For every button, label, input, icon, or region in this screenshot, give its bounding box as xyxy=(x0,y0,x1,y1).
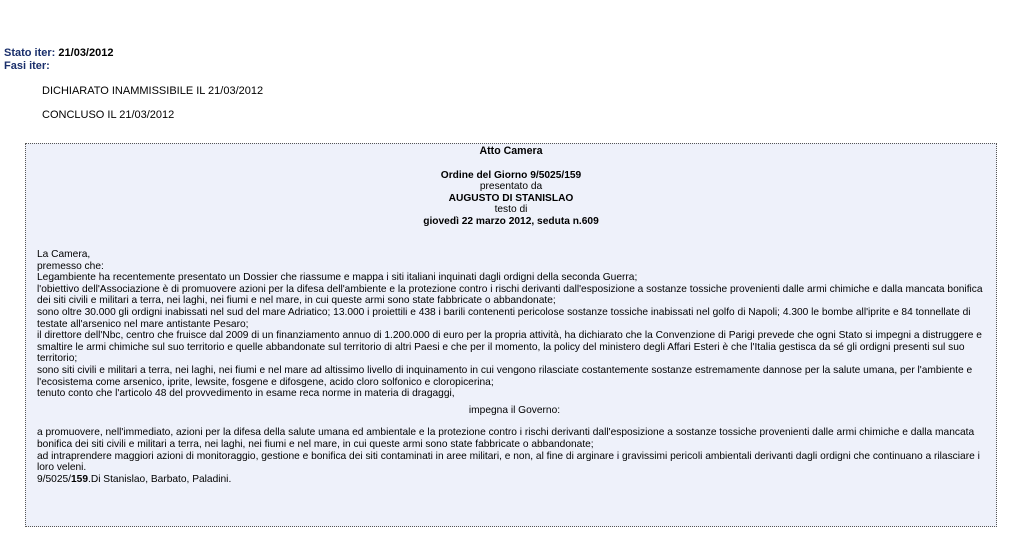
premessa-paragraph: sono oltre 30.000 gli ordigni inabissati nel sud del mare Adriatico; 13.000 i proiettili e 438 i barili contenenti pericolose sostanze tossiche inabissati nel golfo di Napoli; 4.300 le bombe all'iprite e 84 tonnellate di testate all'arsenico nel mare antistante Pesaro; xyxy=(37,306,971,330)
iter-status xyxy=(4,47,113,73)
premessa-paragraph: sono siti civili e militari a terra, nei laghi, nei fiumi e nel mare ad altissimo livello di inquinamento in cui vengono rilasciate costantemente sostanze estremamente dannose per la salute umana, per l'ambiente e l'ecosistema come arsenico, iprite, lewsite, fosgene e difosgene, acido cloro solfonico e cloropicerina; xyxy=(37,364,973,388)
intro-line: La Camera, xyxy=(37,249,91,260)
testo-di: testo di xyxy=(494,204,528,216)
intro-line: premesso che: xyxy=(37,260,104,272)
firmatari-line xyxy=(37,474,992,486)
impegno-paragraph: a promuovere, nell'immediato, azioni per la difesa della salute umana ed ambientale e la protezione contro i rischi derivanti dall'esposizione a sostanze tossiche provenienti dalle armi chimiche e dalla mancata bonifica dei siti civili e militari a terra, nei laghi, nei fiumi e nel mare, in cui queste armi sono state fabbricate o abbandonate; xyxy=(37,427,975,450)
stato-iter-row xyxy=(4,47,113,60)
atto-heading: Atto Camera xyxy=(479,145,543,157)
firma-prefix: 9/5025/ xyxy=(37,473,71,485)
premessa-paragraph: Legambiente ha recentemente presentato un Dossier che riassume e mappa i siti italiani inquinati dagli ordigni della seconda Guerra; xyxy=(37,272,638,284)
premessa-paragraph: il direttore dell'Nbc, centro che fruisce dal 2009 di un finanziamento annuo di 1.200.000 di euro per la propria attività, ha dichiarato che la Convenzione di Parigi prevede che ogni Stato si impegni a distruggere e smaltire le armi chimiche sul suo territorio e quelle abbandonate sul territorio di altri Paesi e che per il momento, la policy del ministero degli Affari Esteri è che l'Italia gestisca da sé gli ordigni presenti sul suo territorio; xyxy=(37,330,982,365)
odg-title: Ordine del Giorno 9/5025/159 xyxy=(440,169,582,181)
atto-body xyxy=(37,249,992,485)
premessa-paragraph: l'obiettivo dell'Associazione è di promuovere azioni per la difesa dell'ambiente e la protezione contro i rischi derivanti dall'esposizione a sostanze tossiche provenienti dalle armi chimiche e dalla mancata bonifica dei siti civili e militari a terra, nei laghi, nei fiumi e nel mare, in cui queste armi sono state fabbricate o abbandonate; xyxy=(37,283,983,307)
firma-names: .Di Stanislao, Barbato, Paladini. xyxy=(88,473,232,485)
atto-camera-box xyxy=(25,143,997,527)
stato-iter-label: Stato iter: xyxy=(4,47,56,59)
impegna-heading: impegna il Governo: xyxy=(468,404,561,416)
author-name: AUGUSTO DI STANISLAO xyxy=(448,192,574,204)
stato-iter-value: 21/03/2012 xyxy=(58,47,114,59)
seduta-date: giovedì 22 marzo 2012, seduta n.609 xyxy=(423,215,599,227)
impegno-paragraph: ad intraprendere maggiori azioni di monitoraggio, gestione e bonifica dei siti contaminati in aree militari, e non, al fine di arginare i gravissimi pericoli ambientali derivanti dagli ordigni che continuano a rilasciare i loro veleni. xyxy=(37,450,980,474)
presentato-da: presentato da xyxy=(479,181,543,193)
premessa-paragraph: tenuto conto che l'articolo 48 del provvedimento in esame reca norme in materia di dragaggi, xyxy=(37,388,455,400)
fasi-iter-label: Fasi iter: xyxy=(4,60,50,72)
fase-iter-item: DICHIARATO INAMMISSIBILE IL 21/03/2012 xyxy=(42,85,264,97)
atto-header xyxy=(26,144,996,228)
firma-number: 159 xyxy=(71,473,88,485)
fase-iter-item: CONCLUSO IL 21/03/2012 xyxy=(42,109,175,121)
